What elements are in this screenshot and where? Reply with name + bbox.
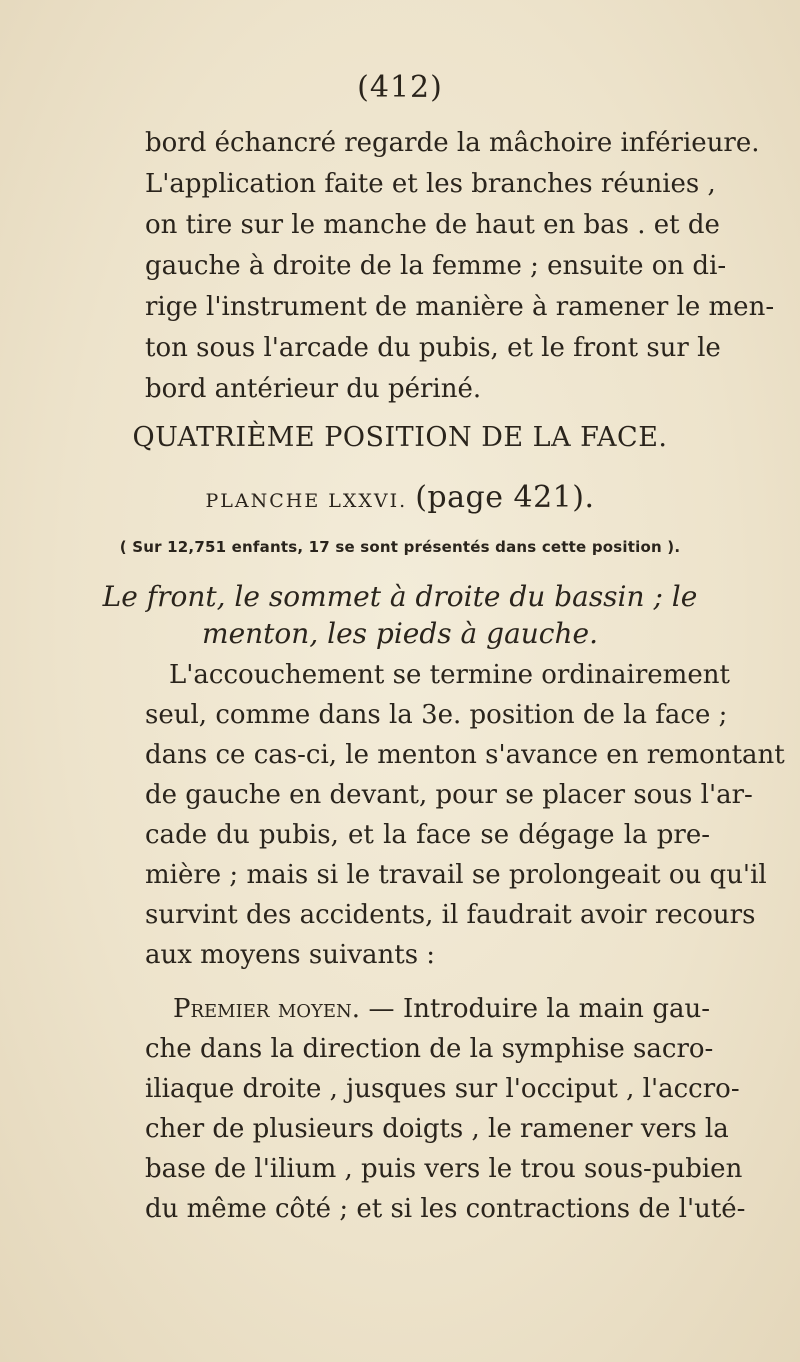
plate-reference xyxy=(0,480,800,515)
paragraph-2-line: dans ce cas-ci, le menton s'avance en remontant xyxy=(145,740,785,770)
paragraph-3-first-text: — Introduire la main gau- xyxy=(368,994,710,1024)
paragraph-3-line: du même côté ; et si les contractions de l'uté- xyxy=(145,1194,746,1224)
paragraph-1-line: bord antérieur du périné. xyxy=(145,374,482,404)
paragraph-1-line: on tire sur le manche de haut en bas . et de xyxy=(145,210,720,240)
paragraph-3-line: base de l'ilium , puis vers le trou sous-pubien xyxy=(145,1154,743,1184)
paragraph-2-line: de gauche en devant, pour se placer sous l'ar- xyxy=(145,780,753,810)
plate-page-ref: (page 421). xyxy=(415,480,595,515)
paragraph-3-line: che dans la direction de la symphise sacro- xyxy=(145,1034,714,1064)
paragraph-1-line: rige l'instrument de manière à ramener le men- xyxy=(145,292,775,322)
paragraph-1-line: L'application faite et les branches réunies , xyxy=(145,169,716,199)
premier-moyen-label: Premier moyen. xyxy=(173,994,361,1024)
statistics-note: ( Sur 12,751 enfants, 17 se sont présentés dans cette position ). xyxy=(119,538,681,556)
italic-summary-line: Le front, le sommet à droite du bassin ; le xyxy=(102,580,698,613)
paragraph-2-line: aux moyens suivants : xyxy=(145,940,436,970)
paragraph-2-line: mière ; mais si le travail se prolongeait ou qu'il xyxy=(145,860,767,890)
page-number: (412) xyxy=(357,70,443,105)
paragraph-3-line: cher de plusieurs doigts , le ramener vers la xyxy=(145,1114,729,1144)
paragraph-1-line: gauche à droite de la femme ; ensuite on di- xyxy=(145,251,727,281)
paragraph-1-line: bord échancré regarde la mâchoire inférieure. xyxy=(145,128,760,158)
paragraph-1-line: ton sous l'arcade du pubis, et le front sur le xyxy=(145,333,721,363)
italic-summary-line: menton, les pieds à gauche. xyxy=(202,617,598,650)
plate-label: PLANCHE LXXVI. xyxy=(205,490,408,512)
paragraph-3-line: iliaque droite , jusques sur l'occiput , l'accro- xyxy=(145,1074,740,1104)
paragraph-2-line: cade du pubis, et la face se dégage la pre- xyxy=(145,820,710,850)
paragraph-2-line: L'accouchement se termine ordinairement xyxy=(169,660,730,690)
paragraph-2-line: seul, comme dans la 3e. position de la face ; xyxy=(145,700,728,730)
paragraph-2-line: survint des accidents, il faudrait avoir recours xyxy=(145,900,756,930)
paragraph-3-first-line xyxy=(145,994,710,1024)
section-title: QUATRIÈME POSITION DE LA FACE. xyxy=(132,422,668,453)
